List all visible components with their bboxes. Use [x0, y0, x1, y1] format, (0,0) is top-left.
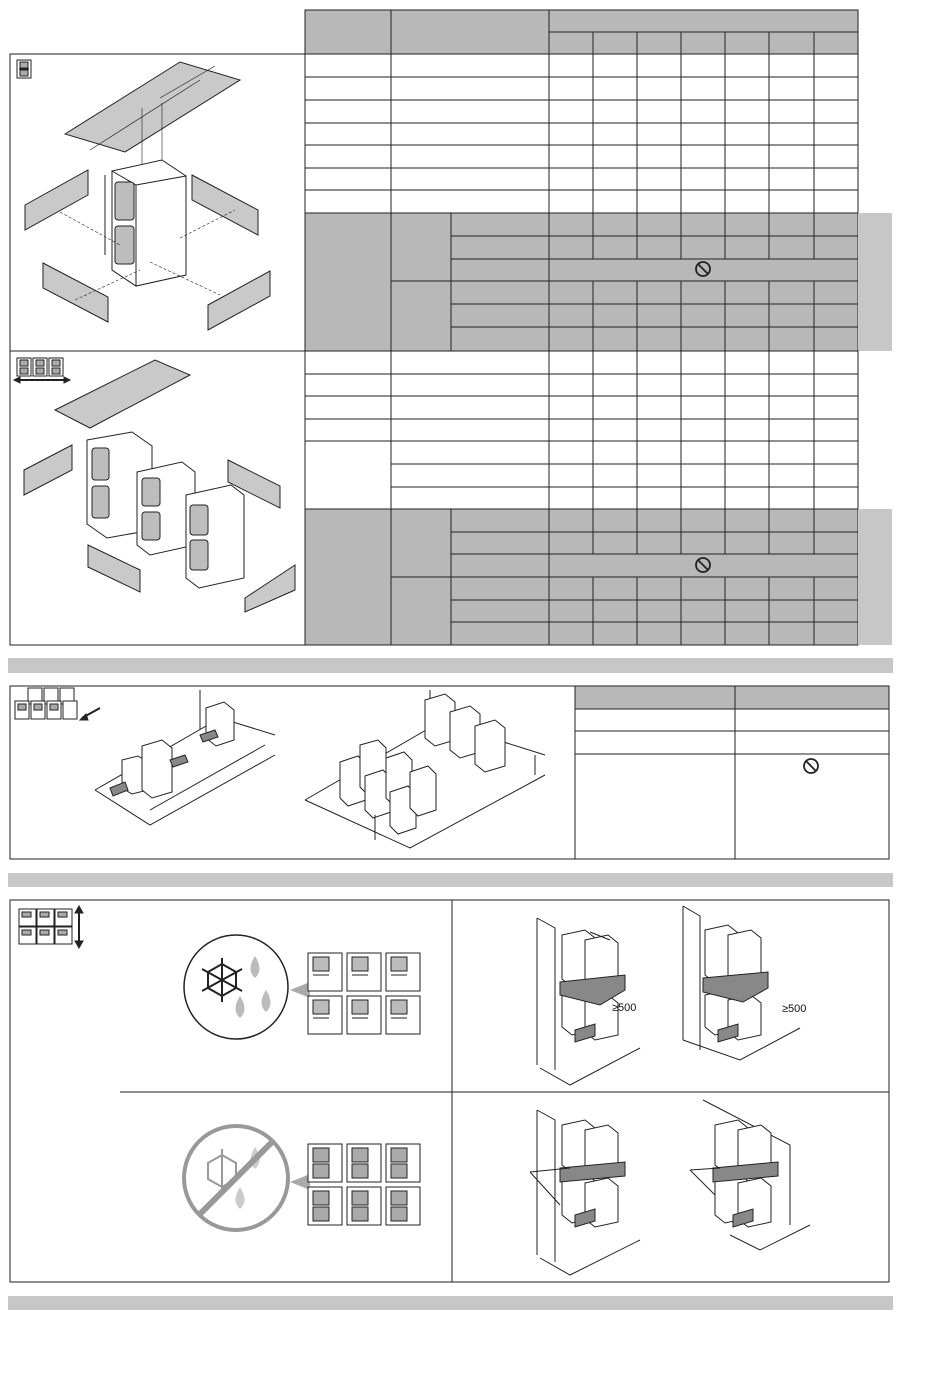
clearance-label: ≥500 [612, 1002, 637, 1014]
single-unit-icon [17, 60, 31, 78]
section-divider [8, 1296, 893, 1310]
section-divider [8, 658, 893, 673]
snow-rain-icon [184, 935, 288, 1039]
spec-table-bottom [305, 351, 892, 645]
row-units-icon [14, 358, 70, 383]
no-snow-rain-icon [184, 1126, 288, 1230]
spec-table-top [305, 10, 892, 351]
section-divider [8, 873, 893, 887]
clearance-label: ≥500 [782, 1003, 807, 1015]
